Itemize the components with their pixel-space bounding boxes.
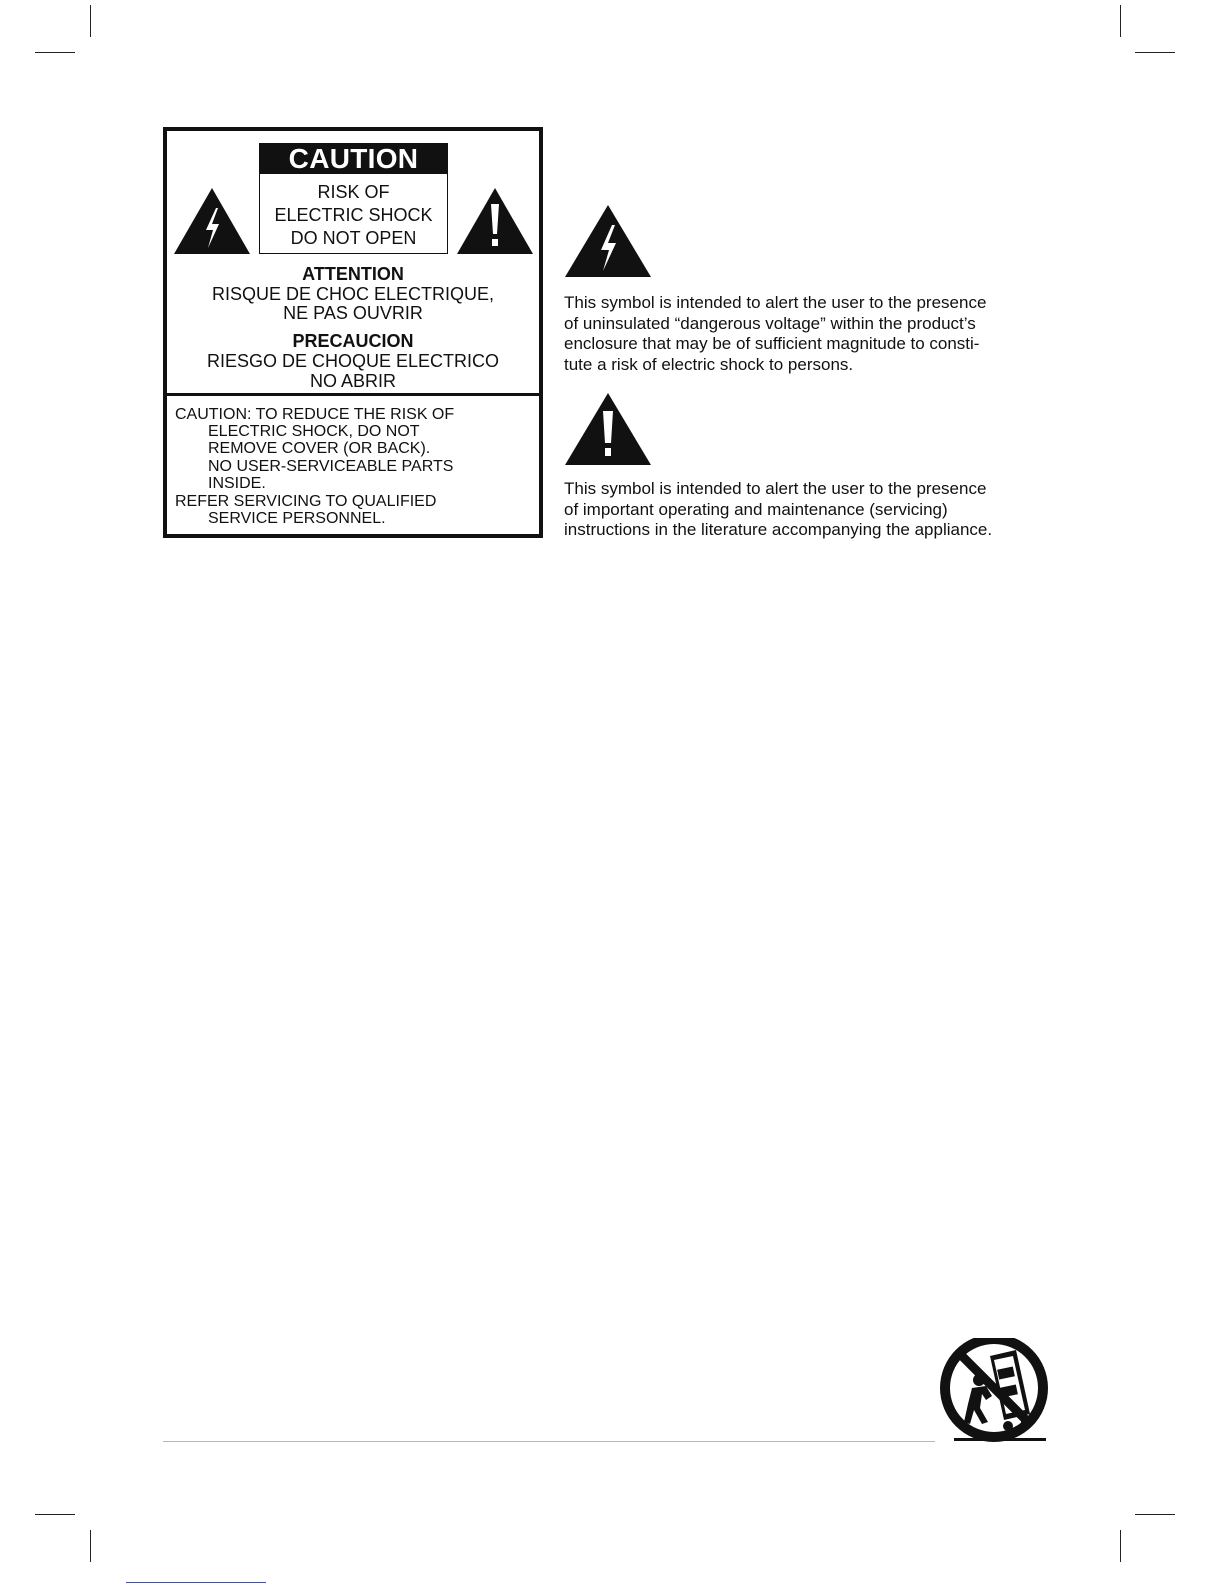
caution-title: CAUTION xyxy=(259,143,448,174)
no-cart-tipover-icon xyxy=(934,1338,1054,1446)
lightning-bolt-triangle-icon xyxy=(172,186,252,256)
risk-line: ELECTRIC SHOCK xyxy=(274,205,433,225)
caution-label-top xyxy=(167,131,539,393)
voltage-symbol-description xyxy=(564,293,1044,375)
bottom-link-underline xyxy=(126,1582,266,1583)
instruction-line: REMOVE COVER (OR BACK). xyxy=(208,440,431,457)
precaucion-line: RIESGO DE CHOQUE ELECTRICO xyxy=(206,351,500,371)
crop-mark-top-left-v xyxy=(90,5,91,37)
precaucion-heading: PRECAUCION xyxy=(292,331,414,351)
instruction-line: INSIDE. xyxy=(208,475,266,492)
attention-heading: ATTENTION xyxy=(302,264,404,284)
footer-rule xyxy=(163,1441,935,1442)
crop-mark-top-right-h xyxy=(1135,52,1175,53)
description-line: of important operating and maintenance (servicing) xyxy=(564,499,948,519)
instruction-line: SERVICE PERSONNEL. xyxy=(208,510,386,527)
description-line: instructions in the literature accompanying the appliance. xyxy=(564,520,993,539)
attention-line: NE PAS OUVRIR xyxy=(283,303,423,323)
maintenance-symbol-description xyxy=(564,479,1044,541)
lightning-bolt-triangle-icon xyxy=(563,203,653,279)
description-line: This symbol is intended to alert the user to the presence xyxy=(564,293,987,312)
risk-of-shock-panel xyxy=(259,174,448,254)
description-line: tute a risk of electric shock to persons. xyxy=(564,354,854,374)
caution-label-divider xyxy=(167,393,539,396)
caution-label xyxy=(163,127,543,538)
risk-line: RISK OF xyxy=(317,182,390,202)
crop-mark-bottom-right-v xyxy=(1120,1530,1121,1562)
instruction-line: REFER SERVICING TO QUALIFIED xyxy=(175,493,437,510)
risk-line: DO NOT OPEN xyxy=(290,228,417,248)
exclamation-triangle-icon xyxy=(563,391,653,467)
instruction-line: NO USER-SERVICEABLE PARTS xyxy=(208,458,454,475)
attention-line: RISQUE DE CHOC ELECTRIQUE, xyxy=(211,284,495,304)
description-line: of uninsulated “dangerous voltage” within the product’s xyxy=(564,313,976,333)
instruction-line: ELECTRIC SHOCK, DO NOT xyxy=(208,423,420,440)
description-line: This symbol is intended to alert the user to the presence xyxy=(564,479,987,498)
exclamation-triangle-icon xyxy=(455,186,535,256)
description-line: enclosure that may be of sufficient magnitude to consti- xyxy=(564,334,980,353)
crop-mark-bottom-left-v xyxy=(90,1530,91,1562)
crop-mark-bottom-left-h xyxy=(35,1514,75,1515)
crop-mark-bottom-right-h xyxy=(1135,1514,1175,1515)
instruction-line: CAUTION: TO REDUCE THE RISK OF xyxy=(175,406,455,423)
precaucion-line: NO ABRIR xyxy=(309,371,397,391)
crop-mark-top-right-v xyxy=(1120,5,1121,37)
crop-mark-top-left-h xyxy=(35,52,75,53)
